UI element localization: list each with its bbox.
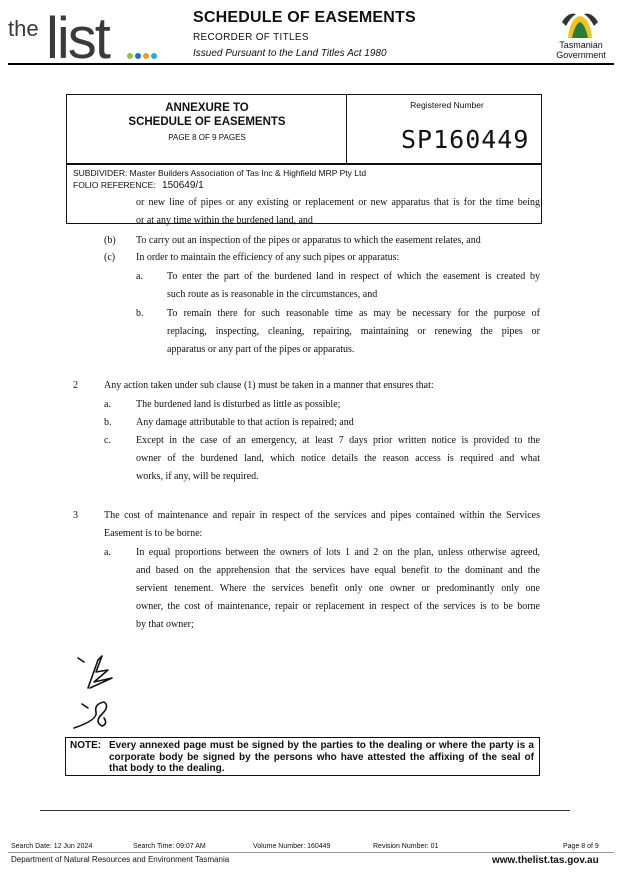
- folio-value: 150649/1: [162, 180, 204, 191]
- annexure-title-cell: [67, 95, 347, 163]
- note-box: [65, 737, 540, 776]
- section-2-c-line-2: owner of the burdened land, which notice details the reason access is required and what: [136, 453, 540, 464]
- government-line-1: Tasmanian: [559, 40, 603, 50]
- section-3-a-line-5: by that owner;: [136, 619, 194, 630]
- section-2-a-text: The burdened land is disturbed as little as possible;: [136, 399, 341, 410]
- annexure-title-line-2: SCHEDULE OF EASEMENTS: [128, 116, 286, 128]
- clause-c-a-line-2: such route as is reasonable in the circumstances, and: [167, 289, 378, 300]
- svg-text:list: list: [46, 6, 109, 62]
- handwritten-signature-1: [72, 652, 132, 692]
- section-2-c-line-1: Except in the case of an emergency, at least 7 days prior written notice is provided to the: [136, 435, 540, 446]
- section-2-label: 2: [73, 380, 78, 391]
- section-3-a-line-2: and based on the apprehension that the services have equal benefit to the dominant and the: [136, 565, 540, 576]
- government-name: [545, 40, 617, 60]
- section-2-b-text: Any damage attributable to that action is repaired; and: [136, 417, 354, 428]
- annexure-divider: [67, 163, 541, 165]
- clause-c-b-line-1: To remain there for such reasonable time as may be necessary for the purpose of: [167, 308, 540, 319]
- section-2-text: Any action taken under sub clause (1) must be taken in a manner that ensures that:: [104, 380, 434, 391]
- section-3-line-1: The cost of maintenance and repair in respect of the services and pipes contained within the Services: [104, 510, 540, 521]
- section-2-c-line-3: works, if any, will be required.: [136, 471, 259, 482]
- annexure-title: [67, 101, 347, 129]
- revision-number: Revision Number: 01: [373, 843, 439, 850]
- clause-c-b-line-3: apparatus or any part of the pipes or apparatus.: [167, 344, 355, 355]
- page-info: PAGE 8 OF 9 PAGES: [168, 133, 246, 142]
- continued-line-2: or at any time within the burdened land, and: [136, 215, 313, 226]
- note-label: NOTE:: [70, 740, 102, 751]
- section-3-line-2: Easement is to be borne:: [104, 528, 203, 539]
- section-3-label: 3: [73, 510, 78, 521]
- section-2-c-label: c.: [104, 435, 111, 446]
- page-number: Page 8 of 9: [563, 843, 599, 850]
- clause-c-b-line-2: replacing, inspecting, cleaning, repairing, maintaining or renewing the pipes or: [167, 326, 540, 337]
- search-date: Search Date: 12 Jun 2024: [11, 843, 93, 850]
- section-3-a-line-3: servient tenement. Where the services benefit only one owner or predominantly only one: [136, 583, 540, 594]
- continued-line-1: or new line of pipes or any existing or replacement or new apparatus that is for the time being: [136, 197, 540, 208]
- clause-b-text: To carry out an inspection of the pipes or apparatus to which the easement relates, and: [136, 235, 481, 246]
- section-3-a-label: a.: [104, 547, 111, 558]
- clause-c-text: In order to maintain the efficiency of any such pipes or apparatus:: [136, 252, 400, 263]
- annexure-title-line-1: ANNEXURE TO: [165, 102, 249, 114]
- footer-divider: [8, 852, 614, 853]
- clause-c-a-line-1: To enter the part of the burdened land in respect of which the easement is created by: [167, 271, 540, 282]
- section-3-a-line-4: owner, the cost of maintenance, repair or replacement in respect of the services is to be borne: [136, 601, 540, 612]
- svg-text:the: the: [8, 16, 39, 41]
- page-rule: [40, 810, 570, 811]
- clause-c-a-label: a.: [136, 271, 143, 282]
- website-url[interactable]: www.thelist.tas.gov.au: [492, 855, 599, 866]
- header-divider: [8, 63, 614, 65]
- clause-c-label: (c): [104, 252, 116, 263]
- section-2-a-label: a.: [104, 399, 111, 410]
- clause-c-b-label: b.: [136, 308, 144, 319]
- document-title: SCHEDULE OF EASEMENTS: [193, 9, 416, 26]
- section-2-b-label: b.: [104, 417, 112, 428]
- volume-number: Volume Number: 160449: [253, 843, 331, 850]
- government-line-2: Government: [556, 50, 606, 60]
- note-text: Every annexed page must be signed by the parties to the dealing or where the party is a corporate body be signed by the persons who have attested the affixing of the seal of that body to the dealing.: [109, 740, 534, 774]
- issued-statement: Issued Pursuant to the Land Titles Act 1980: [193, 48, 387, 59]
- search-time: Search Time: 09:07 AM: [133, 843, 206, 850]
- clause-b-label: (b): [104, 235, 116, 246]
- subdivider-line: SUBDIVIDER: Master Builders Association of Tas Inc & Highfield MRP Pty Ltd: [73, 168, 367, 178]
- the-list-logo: [8, 6, 158, 62]
- folio-reference: [73, 180, 204, 191]
- handwritten-signature-2: [68, 696, 128, 732]
- registered-number: SP160449: [401, 125, 530, 154]
- registered-number-label: Registered Number: [410, 100, 484, 110]
- folio-label: FOLIO REFERENCE:: [73, 180, 156, 190]
- recorder-label: RECORDER OF TITLES: [193, 32, 309, 43]
- department-name: Department of Natural Resources and Environment Tasmania: [11, 855, 230, 864]
- tasmanian-government-emblem-icon: [548, 8, 612, 42]
- section-3-a-line-1: In equal proportions between the owners of lots 1 and 2 on the plan, unless otherwise agreed,: [136, 547, 540, 558]
